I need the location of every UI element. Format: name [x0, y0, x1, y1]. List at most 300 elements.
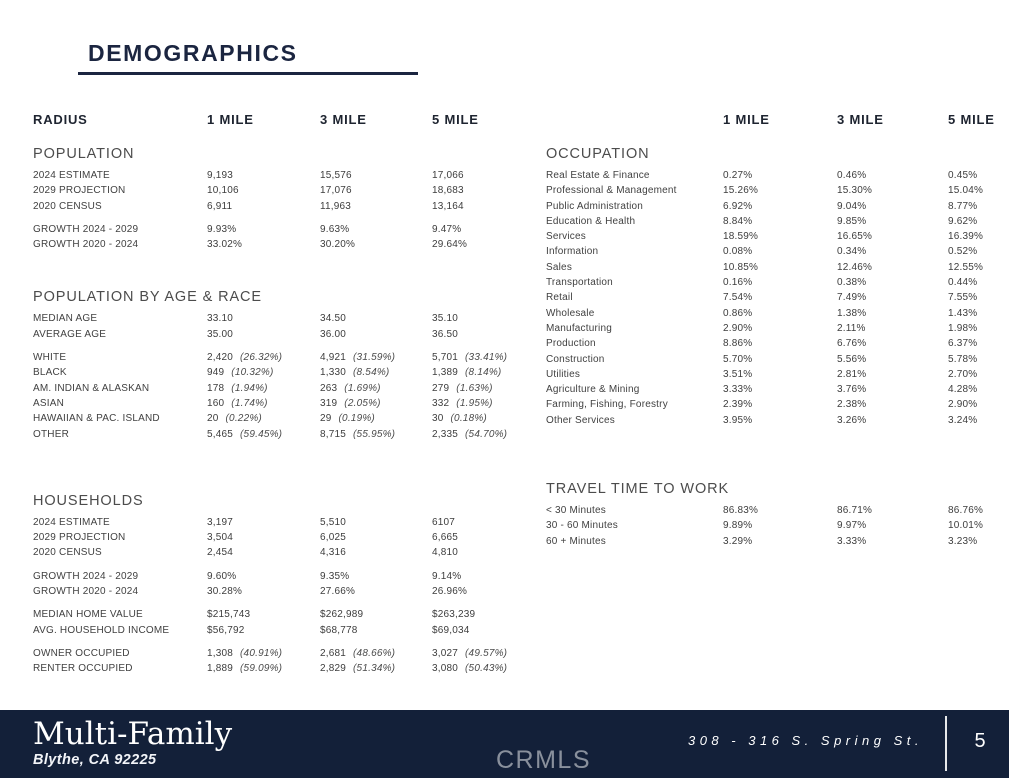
table-row	[546, 413, 1009, 428]
table-row	[546, 534, 1009, 549]
value-number: 16.65%	[837, 231, 873, 243]
row-value	[207, 427, 320, 442]
row-value	[320, 168, 432, 183]
table-row	[546, 397, 1009, 412]
row-group	[33, 515, 517, 561]
property-type: Multi-Family	[33, 716, 233, 752]
value-percentage: (48.66%)	[353, 647, 396, 659]
row-value	[432, 545, 517, 560]
column-header-5-mile: 5 MILE	[948, 112, 995, 127]
row-value	[207, 584, 320, 599]
value-number: $263,239	[432, 609, 476, 621]
row-value	[948, 183, 1009, 198]
value-number: 9.97%	[837, 520, 867, 532]
value-number: 29.64%	[432, 239, 468, 251]
value-number: 15,576	[320, 170, 352, 181]
value-number: $68,778	[320, 624, 358, 636]
row-value	[837, 413, 948, 428]
value-number: 6.37%	[948, 338, 978, 350]
value-number: 2.11%	[837, 322, 866, 334]
value-number: 5.70%	[723, 353, 753, 365]
value-percentage: (1.95%)	[456, 397, 493, 409]
value-percentage: (51.34%)	[353, 663, 396, 675]
page-number: 5	[974, 730, 986, 752]
value-number: 2,335	[432, 428, 459, 440]
row-value	[948, 503, 1009, 518]
row-label: Construction	[546, 353, 605, 365]
table-row	[33, 545, 517, 560]
row-label: WHITE	[33, 352, 67, 364]
table-row	[546, 290, 1009, 305]
column-header-1-mile: 1 MILE	[723, 112, 770, 127]
row-value	[948, 518, 1009, 533]
value-number: 10.85%	[723, 261, 759, 273]
value-number: 9.35%	[320, 570, 350, 582]
row-value	[723, 199, 837, 214]
value-percentage: (1.63%)	[456, 382, 493, 394]
value-number: 33.10	[207, 313, 234, 325]
table-row	[33, 623, 517, 638]
row-value	[432, 311, 517, 326]
row-value	[432, 327, 517, 342]
table-row	[33, 427, 517, 442]
value-number: 5.56%	[837, 353, 867, 365]
value-number: 5,701	[432, 352, 459, 364]
value-number: 1.38%	[837, 307, 867, 319]
value-number: 1.43%	[948, 307, 978, 319]
row-value	[432, 530, 517, 545]
row-label: Real Estate & Finance	[546, 170, 650, 181]
row-value	[723, 321, 837, 336]
row-label: GROWTH 2024 - 2029	[33, 223, 139, 235]
value-percentage: (1.94%)	[231, 382, 268, 394]
value-number: 2,454	[207, 547, 234, 559]
value-number: 3.76%	[837, 384, 867, 396]
row-value	[432, 623, 517, 638]
row-value	[320, 607, 432, 622]
row-value	[837, 260, 948, 275]
row-value	[837, 168, 948, 183]
crmls-watermark: CRMLS	[496, 746, 592, 774]
value-number: 6,911	[207, 200, 233, 212]
row-value	[432, 365, 517, 380]
row-label: BLACK	[33, 367, 67, 379]
value-number: $262,989	[320, 609, 364, 621]
value-number: 9.63%	[320, 223, 350, 235]
row-value	[837, 397, 948, 412]
value-number: 5,465	[207, 428, 234, 440]
row-value	[207, 396, 320, 411]
right-table-body	[546, 145, 1009, 549]
row-value	[432, 396, 517, 411]
row-value	[432, 237, 517, 252]
row-label: 2029 PROJECTION	[33, 185, 126, 197]
row-value	[723, 275, 837, 290]
row-value	[432, 607, 517, 622]
row-value	[207, 646, 320, 661]
row-value	[320, 396, 432, 411]
value-number: 7.55%	[948, 292, 978, 304]
row-value	[723, 382, 837, 397]
row-label: Other Services	[546, 414, 615, 426]
row-value	[207, 168, 320, 183]
row-value	[432, 183, 517, 198]
value-number: 86.71%	[837, 505, 873, 517]
column-header-radius: RADIUS	[33, 112, 88, 127]
section-title-travel-time-to-work: TRAVEL TIME TO WORK	[546, 481, 730, 498]
row-value	[723, 183, 837, 198]
value-number: 36.00	[320, 328, 347, 340]
row-value	[320, 222, 432, 237]
row-value	[948, 534, 1009, 549]
row-value	[723, 413, 837, 428]
table-row	[33, 327, 517, 342]
row-label: Retail	[546, 292, 573, 304]
value-number: 9.85%	[837, 215, 867, 227]
row-value	[948, 168, 1009, 183]
section-title-population-by-age-race: POPULATION BY AGE & RACE	[33, 289, 262, 306]
value-number: 2,829	[320, 663, 347, 675]
row-value	[207, 222, 320, 237]
row-value	[948, 275, 1009, 290]
value-percentage: (1.69%)	[344, 382, 381, 394]
value-number: 7.54%	[723, 292, 753, 304]
value-number: 29	[320, 413, 332, 425]
row-value	[320, 311, 432, 326]
value-number: 3.29%	[723, 535, 753, 547]
table-row	[33, 237, 517, 252]
value-number: 0.08%	[723, 246, 753, 258]
value-number: 0.16%	[723, 277, 753, 289]
row-value	[432, 350, 517, 365]
row-value	[723, 336, 837, 351]
row-value	[948, 367, 1009, 382]
table-row	[33, 646, 517, 661]
table-row	[546, 275, 1009, 290]
value-percentage: (1.74%)	[231, 397, 268, 409]
row-value	[723, 503, 837, 518]
row-label: OWNER OCCUPIED	[33, 647, 130, 659]
row-value	[207, 530, 320, 545]
row-group	[33, 311, 517, 342]
page-title-block	[78, 40, 418, 75]
table-row	[33, 411, 517, 426]
row-group	[33, 350, 517, 442]
value-number: 8.77%	[948, 200, 978, 212]
value-number: 319	[320, 397, 338, 409]
table-row	[546, 229, 1009, 244]
value-number: 11,963	[320, 200, 352, 212]
value-number: 1,330	[320, 367, 347, 379]
row-value	[948, 199, 1009, 214]
value-number: 15.04%	[948, 185, 984, 197]
value-number: 4,921	[320, 352, 347, 364]
row-value	[948, 397, 1009, 412]
value-number: 5,510	[320, 516, 347, 528]
value-percentage: (50.43%)	[465, 663, 508, 675]
row-label: 2024 ESTIMATE	[33, 170, 110, 181]
row-value	[207, 607, 320, 622]
value-number: 9.89%	[723, 520, 753, 532]
value-number: 18.59%	[723, 231, 759, 243]
right-table-header	[546, 112, 1009, 133]
table-row	[33, 365, 517, 380]
value-number: 16.39%	[948, 231, 984, 243]
row-value	[723, 367, 837, 382]
row-value	[432, 381, 517, 396]
row-value	[432, 168, 517, 183]
row-value	[837, 244, 948, 259]
row-label: ASIAN	[33, 397, 65, 409]
value-number: 3.95%	[723, 414, 753, 426]
row-label: Agriculture & Mining	[546, 384, 640, 396]
table-row	[546, 199, 1009, 214]
value-number: 9.62%	[948, 215, 978, 227]
value-number: 9.04%	[837, 200, 867, 212]
value-number: 17,076	[320, 185, 352, 197]
row-value	[207, 311, 320, 326]
value-number: 3.24%	[948, 414, 978, 426]
value-number: 6.92%	[723, 200, 753, 212]
table-row	[33, 199, 517, 214]
row-value	[207, 411, 320, 426]
row-value	[723, 534, 837, 549]
row-label: Utilities	[546, 368, 581, 380]
row-value	[432, 584, 517, 599]
value-number: 3,080	[432, 663, 459, 675]
value-number: 3,504	[207, 532, 234, 544]
value-number: 86.76%	[948, 505, 984, 517]
table-row	[33, 607, 517, 622]
value-number: 5.78%	[948, 353, 978, 365]
value-number: 6.76%	[837, 338, 867, 350]
value-percentage: (2.05%)	[344, 397, 381, 409]
value-number: 18,683	[432, 185, 464, 197]
value-number: 9,193	[207, 170, 234, 181]
row-label: MEDIAN AGE	[33, 313, 98, 325]
value-number: 26.96%	[432, 586, 468, 598]
row-value	[723, 306, 837, 321]
row-value	[948, 290, 1009, 305]
row-label: HAWAIIAN & PAC. ISLAND	[33, 413, 160, 425]
row-value	[432, 646, 517, 661]
value-percentage: (26.32%)	[240, 352, 283, 364]
row-label: 30 - 60 Minutes	[546, 520, 618, 532]
row-value	[948, 306, 1009, 321]
value-number: 3.26%	[837, 414, 867, 426]
value-number: 9.14%	[432, 570, 462, 582]
row-label: Production	[546, 338, 596, 350]
value-number: 2,420	[207, 352, 234, 364]
table-row	[546, 306, 1009, 321]
left-table-body	[33, 145, 517, 677]
row-label: Farming, Fishing, Forestry	[546, 399, 668, 411]
table-row	[33, 381, 517, 396]
value-number: 160	[207, 397, 225, 409]
table-row	[33, 168, 517, 183]
row-label: 2024 ESTIMATE	[33, 516, 110, 528]
row-label: GROWTH 2020 - 2024	[33, 239, 139, 251]
row-value	[948, 229, 1009, 244]
table-row	[546, 260, 1009, 275]
row-value	[207, 623, 320, 638]
row-label: OTHER	[33, 428, 69, 440]
row-value	[207, 237, 320, 252]
row-value	[320, 646, 432, 661]
value-number: 3.33%	[723, 384, 753, 396]
value-number: 9.47%	[432, 223, 462, 235]
row-group	[33, 569, 517, 600]
value-number: 12.55%	[948, 261, 984, 273]
value-number: 2.70%	[948, 368, 978, 380]
value-number: 8.86%	[723, 338, 753, 350]
value-number: 15.30%	[837, 185, 873, 197]
row-value	[207, 661, 320, 676]
value-number: 10,106	[207, 185, 239, 197]
column-header-5-mile: 5 MILE	[432, 112, 479, 127]
row-value	[837, 183, 948, 198]
footer-divider	[945, 716, 947, 771]
value-number: 10.01%	[948, 520, 984, 532]
page-title: DEMOGRAPHICS	[88, 40, 298, 66]
row-label: Wholesale	[546, 307, 595, 319]
value-number: 3,027	[432, 647, 459, 659]
row-value	[948, 382, 1009, 397]
row-value	[723, 260, 837, 275]
section-title-population: POPULATION	[33, 146, 135, 162]
value-percentage: (49.57%)	[465, 647, 508, 659]
value-number: 0.45%	[948, 170, 978, 181]
value-number: 35.10	[432, 313, 459, 325]
value-number: 2.90%	[723, 322, 753, 334]
row-label: Public Administration	[546, 200, 644, 212]
value-number: $69,034	[432, 624, 470, 636]
row-value	[320, 237, 432, 252]
row-value	[837, 214, 948, 229]
table-row	[546, 382, 1009, 397]
row-value	[320, 623, 432, 638]
value-number: 0.38%	[837, 277, 867, 289]
value-number: 0.86%	[723, 307, 753, 319]
row-label: 2020 CENSUS	[33, 547, 102, 559]
value-number: 30.20%	[320, 239, 356, 251]
table-row	[33, 222, 517, 237]
value-number: 1,308	[207, 647, 234, 659]
table-row	[546, 336, 1009, 351]
value-number: 15.26%	[723, 185, 759, 197]
row-value	[837, 518, 948, 533]
value-number: 30.28%	[207, 586, 243, 598]
value-percentage: (8.54%)	[353, 367, 390, 379]
row-label: Sales	[546, 261, 573, 273]
row-value	[723, 397, 837, 412]
value-number: 263	[320, 382, 338, 394]
table-row	[33, 183, 517, 198]
row-value	[432, 222, 517, 237]
row-label: Professional & Management	[546, 185, 677, 197]
left-table-header	[33, 112, 517, 133]
value-number: 20	[207, 413, 219, 425]
table-row	[546, 367, 1009, 382]
value-percentage: (54.70%)	[465, 428, 508, 440]
row-value	[948, 214, 1009, 229]
row-label: 2020 CENSUS	[33, 200, 102, 212]
row-value	[207, 199, 320, 214]
value-number: 2.38%	[837, 399, 867, 411]
row-value	[948, 321, 1009, 336]
row-group	[33, 222, 517, 253]
section-title-households: HOUSEHOLDS	[33, 492, 144, 509]
table-row	[546, 244, 1009, 259]
row-value	[320, 183, 432, 198]
value-number: 6,025	[320, 532, 347, 544]
row-value	[320, 584, 432, 599]
value-number: 35.00	[207, 328, 234, 340]
value-number: 4.28%	[948, 384, 978, 396]
title-underline	[78, 72, 418, 75]
value-number: 6,665	[432, 532, 459, 544]
row-value	[432, 411, 517, 426]
row-value	[207, 327, 320, 342]
row-value	[320, 381, 432, 396]
value-number: 1,389	[432, 367, 459, 379]
row-label: MEDIAN HOME VALUE	[33, 609, 143, 621]
row-value	[320, 365, 432, 380]
row-label: < 30 Minutes	[546, 505, 606, 517]
row-group	[546, 168, 1009, 428]
table-row	[546, 168, 1009, 183]
row-value	[320, 427, 432, 442]
table-row	[546, 352, 1009, 367]
row-value	[432, 661, 517, 676]
row-value	[837, 367, 948, 382]
row-label: Services	[546, 231, 586, 243]
row-value	[432, 515, 517, 530]
value-number: 3.23%	[948, 535, 978, 547]
row-value	[723, 244, 837, 259]
value-number: 2.81%	[837, 368, 867, 380]
value-number: 3.33%	[837, 535, 867, 547]
row-value	[723, 214, 837, 229]
value-number: 6107	[432, 516, 456, 528]
row-label: GROWTH 2020 - 2024	[33, 586, 139, 598]
row-value	[207, 365, 320, 380]
value-number: 34.50	[320, 313, 347, 325]
value-number: 30	[432, 413, 444, 425]
column-header-1-mile: 1 MILE	[207, 112, 254, 127]
value-percentage: (59.09%)	[240, 663, 283, 675]
table-row	[33, 530, 517, 545]
table-row	[33, 396, 517, 411]
property-address: 308 - 316 S. Spring St.	[687, 733, 923, 748]
row-value	[320, 327, 432, 342]
value-number: 178	[207, 382, 225, 394]
value-number: 9.93%	[207, 223, 237, 235]
value-percentage: (59.45%)	[240, 428, 283, 440]
row-value	[320, 199, 432, 214]
row-value	[723, 290, 837, 305]
row-value	[837, 382, 948, 397]
value-number: 2.39%	[723, 399, 753, 411]
row-label: Transportation	[546, 277, 613, 289]
value-number: 4,316	[320, 547, 347, 559]
row-value	[837, 306, 948, 321]
value-number: 0.27%	[723, 170, 753, 181]
row-label: AVG. HOUSEHOLD INCOME	[33, 624, 170, 636]
row-group	[546, 503, 1009, 549]
table-row	[33, 350, 517, 365]
row-value	[207, 545, 320, 560]
